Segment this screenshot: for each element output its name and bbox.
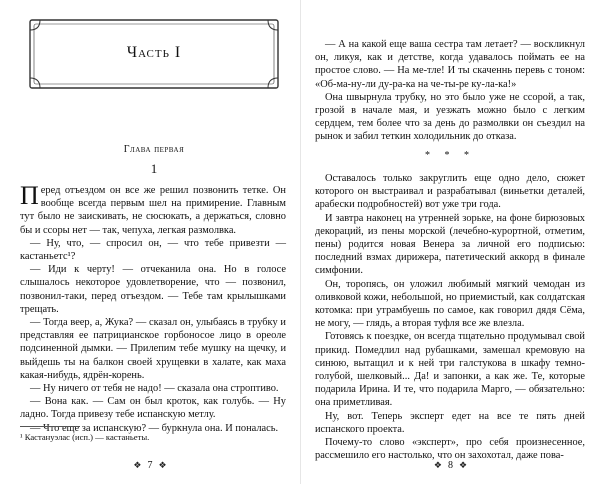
paragraph: — Ну, что, — спросил он, — что тебе привезти — кастаньетс¹? (20, 237, 286, 263)
chapter-label: Глава первая (123, 144, 185, 155)
ornament-icon: ❖ (133, 460, 142, 470)
part-title-frame (28, 18, 280, 90)
part-title: Часть I (126, 44, 182, 61)
page-number-right (301, 460, 600, 471)
footnote-divider (20, 426, 80, 427)
footnote: ¹ Кастануэлас (исп.) — кастаньеты. (20, 432, 150, 442)
paragraph: Ну, вот. Теперь эксперт едет на все те пять дней испанского проекта. (315, 410, 585, 435)
paragraph: — Что еще за испанскую? — буркнула она. И поналась. (30, 422, 279, 434)
paragraph: — А на какой еще ваша сестра там летает? — воскликнул он, ликуя, как и детстве, когда удавалось поймать ее на простое слово. — На ме-тле! И ты скаченнь перевь с тоном: «Об-ма-ну-ли ду-ра-ка на че-ты-ре ку-ла-ка!» (315, 39, 585, 90)
paragraph: — Вона как. — Сам он был кроток, как голубь. — Ну ладно. Тогда привезу тебе испанскую метлу. (20, 396, 286, 421)
page-number: 7 (147, 460, 153, 471)
ornament-icon: ❖ (158, 460, 167, 470)
chapter-number: 1 (150, 161, 158, 176)
paragraph: Перед отъездом он все же решил позвонить тетке. Он вообще всегда первым шел на примирение. Главным тут было не заискивать, не сюсюкать, а держаться, словно бы и ссоры нет — так, чепуха, легкая размолвка. (20, 181, 286, 236)
ornament-icon: ❖ (433, 460, 442, 470)
paragraph: — Ну ничего от тебя не надо! — сказала она строптиво. (30, 383, 279, 395)
paragraph: Готовясь к поездке, он всегда тщательно продумывал свой прикид. Помедлил над рубашками, замешал кремовую на синюю, вытащил и к ней три галстукова в шкафу темно-голубой, шелковый... Да! и запонки, а как же. Те, которые подарила Ирина. И те, что подарила Марго, — обязательно: она приметливая. (315, 331, 585, 409)
paragraph: Почему-то слово «эксперт», про себя произнесенное, рассмешило его настолько, что он захохотал, даже пова- (315, 437, 585, 462)
paragraph: И завтра наконец на утренней зорьке, на фоне бирюзовых декораций, из пены морской (лечебно-курортной, отметим, пены) родится новая Венера за личной его подписью: последний взмах дирижера, патетический аккорд в финале симфонии. (315, 212, 585, 277)
page-number: 8 (448, 460, 453, 471)
left-body-text (20, 181, 286, 435)
ornament-icon: ❖ (459, 460, 468, 470)
paragraph: Она швырнула трубку, но это было уже не ссорой, а так, грозой в начале мая, и уезжать можно было с легким сердцем, тем более что за день до размолвки он съездил на рынок и забил теткин холодильник до отказа. (315, 91, 585, 143)
right-body-text-top (315, 38, 585, 144)
paragraph: — Тогда веер, а, Жука? — сказал он, улыбаясь в трубку и представляя ее патрицианское горбоносое лицо в ореоле подсиненной дымки. — Прилепим тебе мушку на щечку, и выйдешь ты на балкон своей хрущевки в халате, как маха какая-нибудь, ядрён-корень. (20, 317, 286, 381)
drop-cap: П (20, 181, 39, 210)
paragraph: Оставалось только закруглить еще одно дело, сюжет которого он выстраивал и разрабатывал (виньетки деталей, арабески подробностей) вот уже три года. (315, 173, 585, 211)
right-page (300, 0, 600, 484)
right-body-text-bottom (315, 172, 585, 462)
page-number-left (0, 460, 300, 471)
section-break: * * * (425, 150, 475, 161)
paragraph: Он, торопясь, он уложил любимый мягкий чемодан из оливковой кожи, небольшой, но приемистый, как солдатская котомка: при утрамбуешь по самое, как говорил дядя Сёма, не могу, — глядь, а вторая туфля все же влезла. (315, 278, 585, 330)
paragraph: — Иди к черту! — отчеканила она. Но в голосе слышалось некоторое удовлетворение, что — позвонил, позвонил-таки, перед отъездом. — Тебе там крылышками трещать. (20, 264, 286, 315)
